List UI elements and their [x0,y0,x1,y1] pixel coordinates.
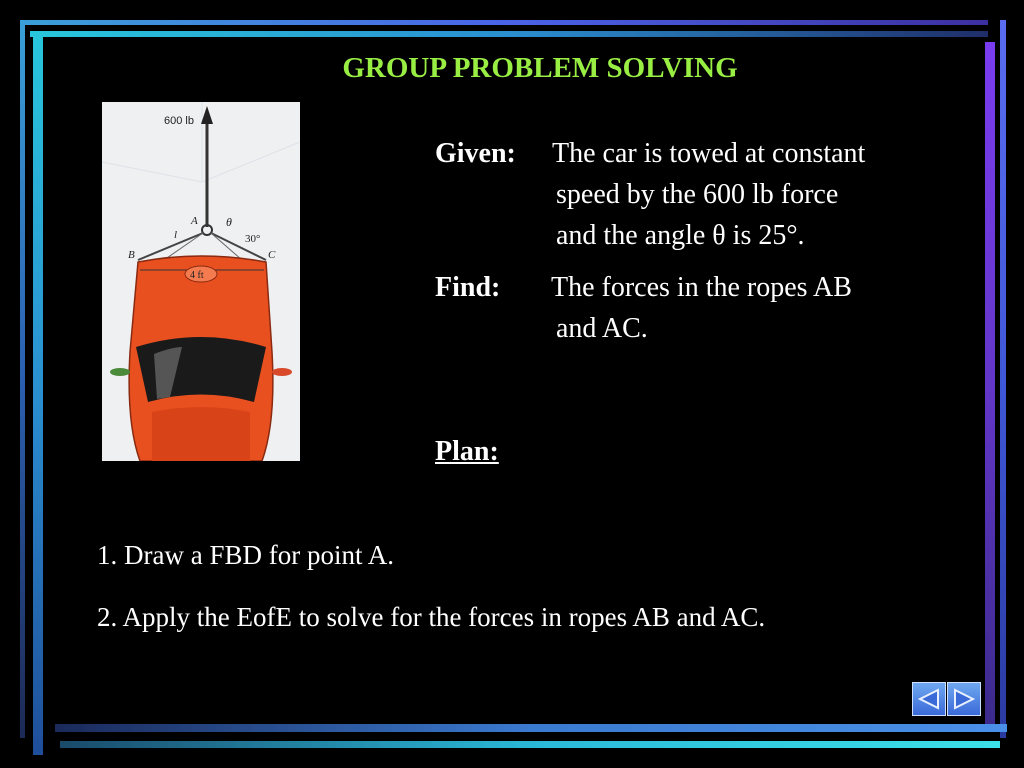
find-label [435,267,500,308]
plan-label: Plan: [435,436,499,467]
plan-step-1: 1. Draw a FBD for point A. [97,540,394,570]
car-mirror-left [110,368,130,376]
frame-bar-left-inner [33,31,43,755]
plan-step-2: 2. Apply the EofE to solve for the forces in ropes AB and AC. [97,602,766,632]
width-label: 4 ft [190,270,204,281]
force-arrow-head [201,106,213,124]
theta-label: θ [226,215,232,229]
given-line-3: and the angle θ is 25°. [556,220,805,251]
triangle-right-icon [953,688,975,710]
force-label: 600 lb [164,115,194,127]
frame-bar-bottom [60,741,1000,748]
point-c-label: C [268,249,276,261]
find-line-2: and AC. [556,313,648,344]
point-b-label: B [128,249,135,261]
slide-title: GROUP PROBLEM SOLVING [342,52,738,84]
find-line-1: The forces in the ropes AB [551,272,852,303]
angle-label: 30° [245,233,261,245]
frame-bar-top [20,20,988,25]
length-symbol-label: l [174,229,178,241]
next-slide-button[interactable] [947,682,981,716]
given-label-text: Given: [435,138,516,169]
find-label-text: Find: [435,272,501,303]
car-mirror-right [272,368,292,376]
frame-bar-left [20,20,25,738]
slide-navigation [912,682,982,716]
given-line-1: The car is towed at constant [552,138,866,169]
car-tow-figure [102,102,300,461]
point-a-label: A [191,215,198,227]
triangle-left-icon [918,688,940,710]
previous-slide-button[interactable] [912,682,946,716]
frame-bar-right-inner [985,42,995,732]
given-line-2: speed by the 600 lb force [556,179,839,210]
given-label [435,133,516,174]
frame-bar-bottom-inner [55,724,1007,732]
frame-bar-right [1000,20,1006,738]
car-tow-diagram [102,102,300,461]
frame-bar-top-inner [30,31,988,37]
